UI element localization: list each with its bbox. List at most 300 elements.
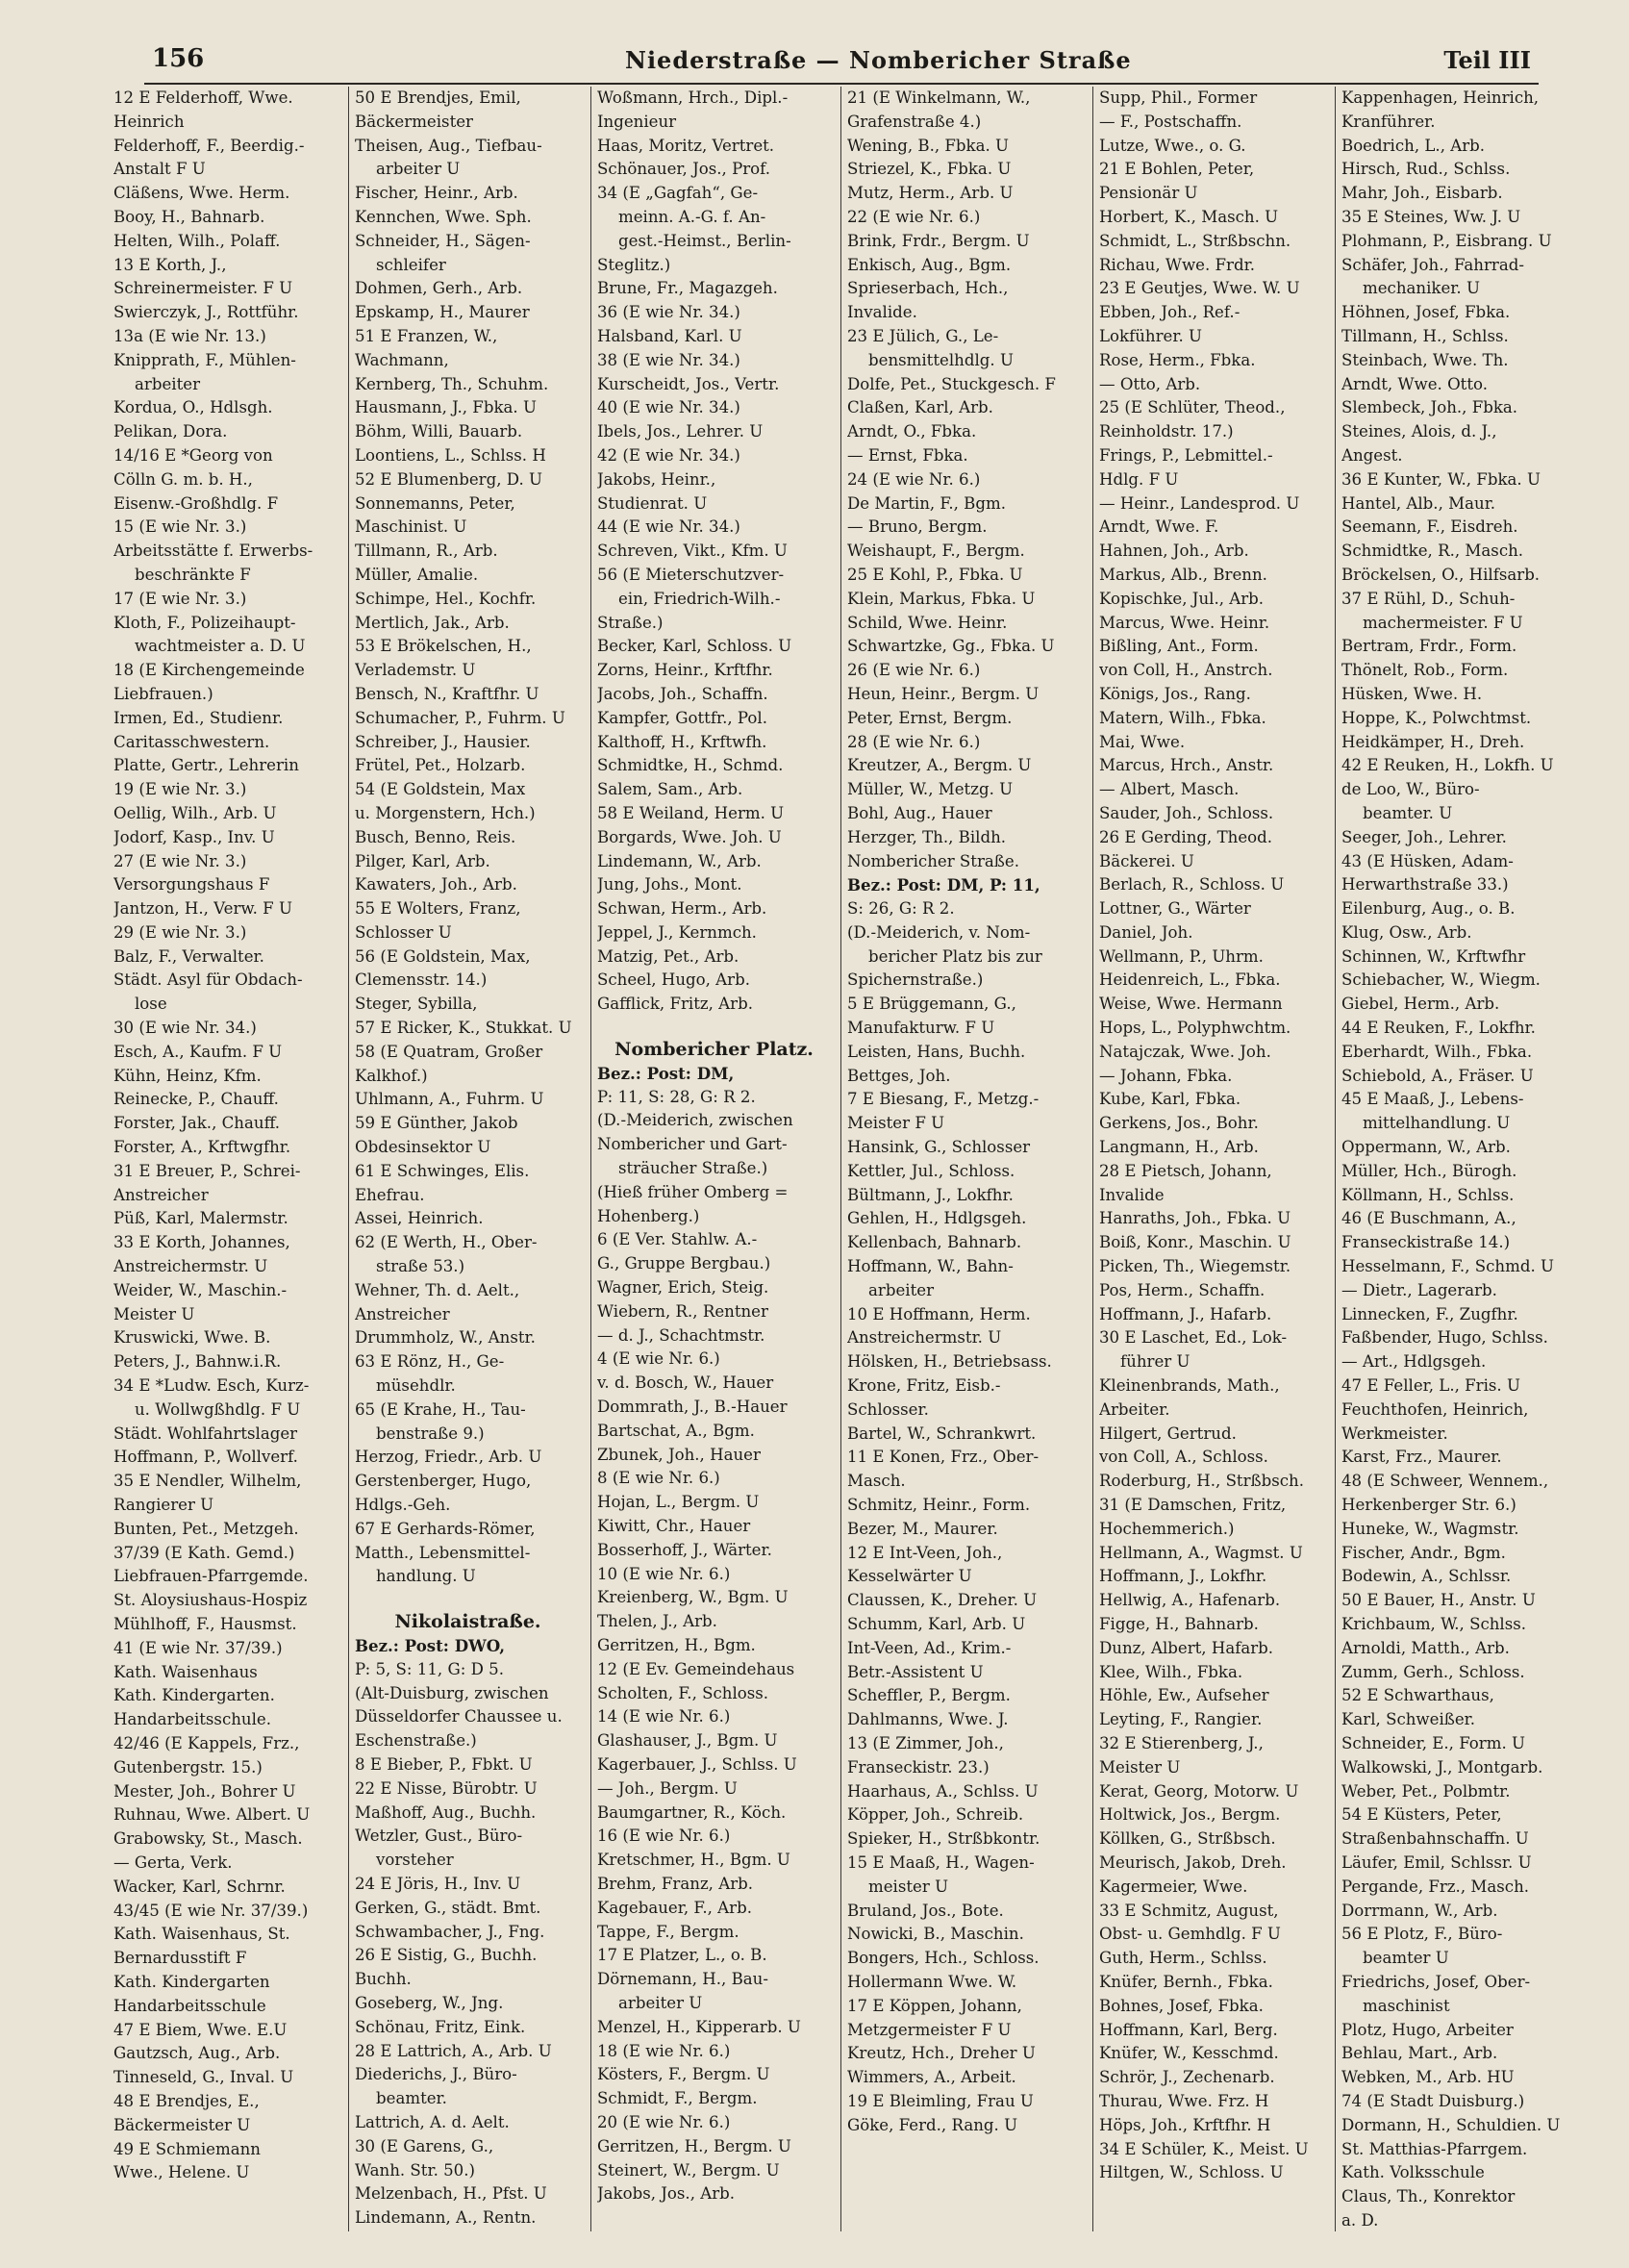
directory-line: Püß, Karl, Malermstr.	[113, 1209, 288, 1228]
directory-line: Hansink, G., Schlosser	[847, 1138, 1031, 1157]
directory-line: Anstreichermstr. U	[847, 1328, 1002, 1348]
directory-line: Leyting, F., Rangier.	[1099, 1710, 1263, 1729]
directory-line: u. Wollwgßhdlg. F U	[135, 1399, 301, 1419]
street-heading: Nikolaistraße.	[394, 1611, 541, 1633]
directory-line: Jung, Johs., Mont.	[597, 875, 742, 895]
directory-line: Bunten, Pet., Metzgeh.	[113, 1519, 299, 1538]
directory-line: Plotz, Hugo, Arbeiter	[1341, 2020, 1514, 2039]
directory-line: Läufer, Emil, Schlssr. U	[1341, 1852, 1532, 1872]
directory-line: St. Aloysiushaus-Hospiz	[113, 1591, 308, 1610]
directory-line: Angest.	[1341, 445, 1403, 465]
directory-line: Scholten, F., Schloss.	[597, 1683, 769, 1702]
directory-line: 8 (E wie Nr. 6.)	[597, 1469, 720, 1488]
directory-line: Göke, Ferd., Rang. U	[847, 2115, 1018, 2134]
directory-line: beamter. U	[1363, 803, 1453, 822]
directory-line: Kerat, Georg, Motorw. U	[1099, 1781, 1299, 1801]
directory-line: Städt. Asyl für Obdach-	[113, 970, 303, 990]
directory-line: Helten, Wilh., Polaff.	[113, 231, 281, 250]
directory-line: Gerken, G., städt. Bmt.	[355, 1898, 541, 1917]
directory-line: Knüfer, W., Kesschmd.	[1099, 2044, 1279, 2063]
directory-line: 34 (E „Gagfah“, Ge-	[597, 184, 759, 203]
directory-line: 13 E Korth, J.,	[113, 255, 227, 274]
directory-line: Dohmen, Gerh., Arb.	[355, 279, 523, 298]
directory-line: Bertram, Frdr., Form.	[1341, 637, 1517, 656]
directory-line: 26 E Sistig, G., Buchh.	[355, 1946, 538, 1965]
directory-line: Fischer, Andr., Bgm.	[1341, 1543, 1506, 1562]
directory-line: Schwan, Herm., Arb.	[597, 899, 767, 919]
directory-line: P: 11, S: 28, G: R 2.	[597, 1087, 756, 1106]
directory-line: Kruswicki, Wwe. B.	[113, 1328, 271, 1348]
directory-line: Steger, Sybilla,	[355, 995, 478, 1014]
directory-line: Herzog, Friedr., Arb. U	[355, 1448, 542, 1467]
directory-line: Bosserhoff, J., Wärter.	[597, 1540, 772, 1559]
directory-line: Bißling, Ant., Form.	[1099, 637, 1259, 656]
directory-line: Jacobs, Joh., Schaffn.	[597, 684, 768, 703]
directory-line: 5 E Brüggemann, G.,	[847, 995, 1016, 1014]
directory-line: Nombericher Straße.	[847, 851, 1019, 870]
directory-line: Handarbeitsschule	[113, 1996, 266, 2015]
directory-line: 62 (E Werth, H., Ober-	[355, 1233, 538, 1252]
running-title: Niederstraße — Nombericher Straße	[625, 46, 1132, 74]
directory-line: Schönau, Fritz, Eink.	[355, 2017, 526, 2036]
directory-line: Invalide	[1099, 1185, 1165, 1204]
directory-line: 46 (E Buschmann, A.,	[1341, 1209, 1516, 1228]
directory-line: Müller, W., Metzg. U	[847, 780, 1014, 799]
directory-line: Bez.: Post: DM, P: 11,	[847, 875, 1040, 895]
directory-line: Wening, B., Fbka. U	[847, 136, 1010, 155]
directory-line: 30 (E wie Nr. 34.)	[113, 1019, 257, 1038]
directory-line: Mahr, Joh., Eisbarb.	[1341, 184, 1503, 203]
directory-line: 19 E Bleimling, Frau U	[847, 2091, 1034, 2110]
directory-line: Kettler, Jul., Schloss.	[847, 1161, 1015, 1180]
directory-line: Schlosser.	[847, 1399, 929, 1419]
directory-line: (D.-Meiderich, v. Nom-	[847, 922, 1031, 942]
directory-line: 25 (E Schlüter, Theod.,	[1099, 398, 1286, 417]
directory-line: 56 (E Goldstein, Max,	[355, 946, 531, 966]
directory-line: Hdlg. F U	[1099, 469, 1179, 489]
directory-line: Haas, Moritz, Vertret.	[597, 136, 775, 155]
directory-line: Hops, L., Polyphwchtm.	[1099, 1019, 1291, 1038]
directory-line: 13a (E wie Nr. 13.)	[113, 326, 266, 345]
directory-line: Daniel, Joh.	[1099, 922, 1193, 942]
directory-line: vorsteher	[376, 1851, 454, 1870]
directory-line: straße 53.)	[376, 1257, 465, 1276]
directory-line: Kreutz, Hch., Dreher U	[847, 2044, 1036, 2063]
directory-line: mechaniker. U	[1363, 279, 1480, 298]
directory-line: benstraße 9.)	[376, 1424, 485, 1443]
directory-line: 65 (E Krahe, H., Tau-	[355, 1399, 526, 1419]
directory-line: Lokführer. U	[1099, 326, 1202, 345]
directory-line: Müller, Hch., Bürogh.	[1341, 1161, 1517, 1180]
directory-line: arbeiter U	[618, 1993, 703, 2012]
directory-line: Kath. Kindergarten.	[113, 1686, 275, 1705]
directory-line: 42 (E wie Nr. 34.)	[597, 445, 740, 465]
directory-line: Eberhardt, Wilh., Fbka.	[1341, 1042, 1533, 1061]
directory-line: Diederichs, J., Büro-	[355, 2065, 517, 2084]
directory-line: Bäckermeister U	[113, 2115, 251, 2134]
directory-line: 28 E Pietsch, Johann,	[1099, 1161, 1272, 1180]
directory-line: führer U	[1120, 1352, 1190, 1372]
directory-line: Weishaupt, F., Bergm.	[847, 542, 1025, 561]
directory-line: 38 (E wie Nr. 34.)	[597, 350, 740, 369]
directory-line: 34 E *Ludw. Esch, Kurz-	[113, 1376, 310, 1396]
directory-line: Hellwig, A., Hafenarb.	[1099, 1591, 1281, 1610]
directory-line: Hoffmann, W., Bahn-	[847, 1257, 1014, 1276]
directory-line: Schreven, Vikt., Kfm. U	[597, 542, 788, 561]
directory-line: Spieker, H., Strßbkontr.	[847, 1829, 1040, 1849]
directory-line: 28 E Lattrich, A., Arb. U	[355, 2041, 552, 2060]
directory-line: Bez.: Post: DM,	[597, 1063, 735, 1083]
directory-line: Grabowsky, St., Masch.	[113, 1829, 303, 1849]
directory-line: 22 (E wie Nr. 6.)	[847, 207, 981, 226]
directory-line: Mertlich, Jak., Arb.	[355, 613, 510, 632]
directory-line: Schneider, E., Form. U	[1341, 1733, 1525, 1752]
directory-line: Langmann, H., Arb.	[1099, 1138, 1259, 1157]
directory-line: ein, Friedrich-Wilh.-	[618, 589, 781, 608]
directory-line: Hilgert, Gertrud.	[1099, 1424, 1237, 1443]
directory-line: Holtwick, Jos., Bergm.	[1099, 1805, 1281, 1825]
directory-line: Schmidt, L., Strßbschn.	[1099, 231, 1291, 250]
directory-line: Brehm, Franz, Arb.	[597, 1874, 754, 1893]
directory-line: Anstreicher	[355, 1304, 450, 1323]
directory-line: Bäckermeister	[355, 112, 473, 131]
directory-line: Hantel, Alb., Maur.	[1341, 493, 1496, 513]
directory-line: Kappenhagen, Heinrich,	[1341, 88, 1540, 107]
directory-line: Steinert, W., Bergm. U	[597, 2160, 780, 2180]
directory-line: Tillmann, R., Arb.	[355, 542, 498, 561]
directory-line: 54 E Küsters, Peter,	[1341, 1805, 1502, 1825]
directory-line: Karst, Frz., Maurer.	[1341, 1448, 1502, 1467]
directory-line: 20 (E wie Nr. 6.)	[597, 2112, 731, 2131]
directory-line: 4 (E wie Nr. 6.)	[597, 1349, 720, 1369]
directory-line: — Bruno, Bergm.	[847, 517, 988, 537]
directory-line: Studienrat. U	[597, 493, 708, 513]
directory-line: 10 E Hoffmann, Herm.	[847, 1304, 1031, 1323]
directory-line: Dormann, H., Schuldien. U	[1341, 2115, 1561, 2134]
directory-line: Kühn, Heinz, Kfm.	[113, 1066, 262, 1085]
directory-line: 52 E Blumenberg, D. U	[355, 469, 543, 489]
directory-line: Köllmann, H., Schlss.	[1341, 1185, 1515, 1204]
directory-line: Böhm, Willi, Bauarb.	[355, 422, 523, 441]
directory-line: 33 E Schmitz, August,	[1099, 1901, 1279, 1920]
directory-line: meinn. A.-G. f. An-	[618, 207, 766, 226]
directory-line: Bezer, M., Maurer.	[847, 1519, 998, 1538]
directory-line: Hollermann Wwe. W.	[847, 1972, 1017, 1991]
directory-line: Schreiber, J., Hausier.	[355, 732, 531, 751]
directory-line: Hanraths, Joh., Fbka. U	[1099, 1209, 1291, 1228]
directory-line: 24 (E wie Nr. 6.)	[847, 469, 981, 489]
directory-line: Schiebold, A., Fräser. U	[1341, 1066, 1534, 1085]
directory-line: 12 (E Ev. Gemeindehaus	[597, 1659, 795, 1678]
directory-line: Glashauser, J., Bgm. U	[597, 1731, 778, 1751]
directory-line: 43 (E Hüsken, Adam-	[1341, 851, 1514, 870]
directory-line: Franseckistraße 14.)	[1341, 1233, 1511, 1252]
directory-line: Busch, Benno, Reis.	[355, 827, 516, 846]
directory-line: Clemensstr. 14.)	[355, 970, 488, 990]
directory-line: Theisen, Aug., Tiefbau-	[355, 136, 542, 155]
directory-line: Bernardusstift F	[113, 1949, 247, 1968]
directory-line: Forster, Jak., Chauff.	[113, 1114, 281, 1133]
directory-line: lose	[135, 995, 167, 1014]
directory-line: Meister F U	[847, 1114, 945, 1133]
directory-line: Schreinermeister. F U	[113, 279, 293, 298]
directory-line: 45 E Maaß, J., Lebens-	[1341, 1090, 1524, 1109]
directory-line: Franseckistr. 23.)	[847, 1757, 990, 1777]
directory-line: Müller, Amalie.	[355, 565, 479, 584]
directory-line: Gautzsch, Aug., Arb.	[113, 2044, 281, 2063]
directory-line: Nowicki, B., Maschin.	[847, 1925, 1024, 1944]
directory-line: Platte, Gertr., Lehrerin	[113, 756, 299, 775]
directory-line: (Hieß früher Omberg =	[597, 1182, 789, 1201]
directory-line: Mai, Wwe.	[1099, 732, 1186, 751]
directory-line: Kretschmer, H., Bgm. U	[597, 1851, 790, 1870]
directory-line: Ruhnau, Wwe. Albert. U	[113, 1805, 311, 1825]
directory-line: 21 (E Winkelmann, W.,	[847, 88, 1031, 107]
directory-line: Köllken, G., Strßbsch.	[1099, 1829, 1276, 1849]
directory-line: Giebel, Herm., Arb.	[1341, 995, 1500, 1014]
directory-line: Huneke, W., Wagmstr.	[1341, 1519, 1519, 1538]
directory-line: Verlademstr. U	[355, 661, 476, 680]
directory-line: Webken, M., Arb. HU	[1341, 2068, 1515, 2087]
directory-line: Pensionär U	[1099, 184, 1198, 203]
page-number: 156	[152, 44, 205, 73]
directory-line: 59 E Günther, Jakob	[355, 1114, 518, 1133]
directory-line: 36 (E wie Nr. 34.)	[597, 303, 740, 322]
directory-line: Gerritzen, H., Bergm. U	[597, 2136, 791, 2155]
directory-line: Rangierer U	[113, 1496, 214, 1515]
directory-line: Schimpe, Hel., Kochfr.	[355, 589, 537, 608]
directory-line: 31 E Breuer, P., Schrei-	[113, 1161, 301, 1180]
directory-line: Mühlhoff, F., Hausmst.	[113, 1615, 297, 1633]
directory-line: Bohl, Aug., Hauer	[847, 803, 992, 822]
directory-line: Cläßens, Wwe. Herm.	[113, 184, 290, 203]
directory-line: Düsseldorfer Chaussee u.	[355, 1707, 563, 1726]
directory-line: Schlosser U	[355, 922, 452, 942]
directory-line: Lottner, G., Wärter	[1099, 899, 1251, 919]
directory-line: Dommrath, J., B.-Hauer	[597, 1398, 788, 1417]
directory-line: 21 E Bohlen, Peter,	[1099, 160, 1255, 179]
directory-line: Meurisch, Jakob, Dreh.	[1099, 1852, 1287, 1872]
directory-line: Buchh.	[355, 1970, 412, 1989]
directory-line: De Martin, F., Bgm.	[847, 493, 1007, 513]
directory-line: Knüfer, Bernh., Fbka.	[1099, 1972, 1273, 1991]
directory-line: Ingenieur	[597, 112, 677, 131]
directory-line: Liebfrauen-Pfarrgemde.	[113, 1567, 309, 1586]
directory-line: maschinist	[1363, 1996, 1450, 2015]
directory-line: 74 (E Stadt Duisburg.)	[1341, 2091, 1525, 2110]
directory-line: Höhle, Ew., Aufseher	[1099, 1686, 1269, 1705]
directory-line: 32 E Stierenberg, J.,	[1099, 1733, 1264, 1752]
directory-line: Bongers, Hch., Schloss.	[847, 1949, 1040, 1968]
directory-line: Loontiens, L., Schlss. H	[355, 445, 546, 465]
directory-line: Jeppel, J., Kernmch.	[597, 922, 757, 942]
directory-line: Mutz, Herm., Arb. U	[847, 184, 1014, 203]
directory-line: schleifer	[376, 255, 446, 274]
directory-line: 33 E Korth, Johannes,	[113, 1233, 290, 1252]
directory-line: 27 (E wie Nr. 3.)	[113, 851, 247, 870]
directory-line: Krichbaum, W., Schlss.	[1341, 1615, 1527, 1633]
directory-line: Picken, Th., Wiegemstr.	[1099, 1257, 1291, 1276]
directory-line: 26 (E wie Nr. 6.)	[847, 661, 981, 680]
directory-line: de Loo, W., Büro-	[1341, 780, 1480, 799]
directory-line: Bodewin, A., Schlssr.	[1341, 1567, 1512, 1586]
directory-line: Kath. Kindergarten	[113, 1972, 270, 1991]
directory-line: Bohnes, Josef, Fbka.	[1099, 1996, 1264, 2015]
directory-line: Plohmann, P., Eisbrang. U	[1341, 231, 1552, 250]
directory-line: 29 (E wie Nr. 3.)	[113, 922, 247, 942]
directory-line: 37 E Rühl, D., Schuh-	[1341, 589, 1516, 608]
directory-line: Wagner, Erich, Steig.	[597, 1278, 769, 1298]
directory-line: Gafflick, Fritz, Arb.	[597, 995, 753, 1014]
directory-line: Schwambacher, J., Fng.	[355, 1922, 545, 1941]
directory-line: Hahnen, Joh., Arb.	[1099, 542, 1249, 561]
column-6	[1335, 87, 1581, 2231]
directory-line: Nombericher und Gart-	[597, 1135, 788, 1154]
directory-line: Halsband, Karl. U	[597, 326, 742, 345]
directory-line: Kath. Waisenhaus, St.	[113, 1925, 290, 1944]
directory-line: Becker, Karl, Schloss. U	[597, 637, 792, 656]
directory-line: Assei, Heinrich.	[355, 1209, 484, 1228]
directory-line: Berlach, R., Schloss. U	[1099, 875, 1285, 895]
directory-line: Feuchthofen, Heinrich,	[1341, 1399, 1529, 1419]
directory-line: Kube, Karl, Fbka.	[1099, 1090, 1241, 1109]
directory-line: Schild, Wwe. Heinr.	[847, 613, 1008, 632]
directory-line: Obst- u. Gemhdlg. F U	[1099, 1925, 1281, 1944]
directory-line: Kernberg, Th., Schuhm.	[355, 374, 549, 393]
directory-line: Maßhoff, Aug., Buchh.	[355, 1802, 537, 1822]
directory-line: Scheel, Hugo, Arb.	[597, 970, 750, 990]
directory-line: sträucher Straße.)	[618, 1159, 768, 1178]
directory-line: Kath. Volksschule	[1341, 2163, 1485, 2182]
directory-line: Wetzler, Gust., Büro-	[355, 1827, 523, 1846]
directory-line: Höps, Joh., Krftfhr. H	[1099, 2115, 1271, 2134]
directory-line: arbeiter	[868, 1280, 934, 1299]
directory-line: 11 E Konen, Frz., Ober-	[847, 1448, 1040, 1467]
directory-line: Natajczak, Wwe. Joh.	[1099, 1042, 1271, 1061]
directory-line: Heidenreich, L., Fbka.	[1099, 970, 1281, 990]
directory-line: meister U	[868, 1877, 949, 1896]
directory-line: Jodorf, Kasp., Inv. U	[113, 827, 275, 846]
directory-line: bericher Platz bis zur	[868, 946, 1042, 966]
page-header	[144, 40, 1539, 85]
directory-line: Brink, Frdr., Bergm. U	[847, 231, 1030, 250]
directory-line: Meister U	[113, 1304, 195, 1323]
directory-line: Kranführer.	[1341, 112, 1436, 131]
directory-line: Werkmeister.	[1341, 1424, 1448, 1443]
directory-line: Sonnemanns, Peter,	[355, 493, 515, 513]
directory-line: Heidkämper, H., Dreh.	[1341, 732, 1525, 751]
directory-line: Lindemann, W., Arb.	[597, 851, 762, 870]
directory-line: 54 (E Goldstein, Max	[355, 780, 526, 799]
directory-line: Hüsken, Wwe. H.	[1341, 684, 1483, 703]
directory-line: 22 E Nisse, Bürobtr. U	[355, 1778, 538, 1798]
directory-line: 7 E Biesang, F., Metzg.-	[847, 1090, 1040, 1109]
directory-line: Boiß, Konr., Maschin. U	[1099, 1233, 1291, 1252]
directory-line: Gerkens, Jos., Bohr.	[1099, 1114, 1259, 1133]
directory-line: 15 (E wie Nr. 3.)	[113, 517, 247, 537]
directory-line: Mester, Joh., Bohrer U	[113, 1781, 296, 1801]
directory-line: Krone, Fritz, Eisb.-	[847, 1376, 1001, 1396]
directory-line: Schrör, J., Zechenarb.	[1099, 2068, 1275, 2087]
directory-line: Kiwitt, Chr., Hauer	[597, 1517, 751, 1536]
directory-line: Kawaters, Joh., Arb.	[355, 875, 517, 895]
directory-line: von Coll, A., Schloss.	[1099, 1448, 1268, 1467]
directory-line: Arbeiter.	[1099, 1399, 1170, 1419]
directory-line: 48 (E Schweer, Wennem.,	[1341, 1472, 1549, 1491]
directory-line: Rose, Herm., Fbka.	[1099, 350, 1256, 369]
directory-line: Schinnen, W., Krftwfhr	[1341, 946, 1526, 966]
directory-line: Wacker, Karl, Schrnr.	[113, 1877, 286, 1896]
directory-line: Schiebacher, W., Wiegm.	[1341, 970, 1541, 990]
directory-line: Thelen, J., Arb.	[597, 1612, 717, 1631]
directory-line: Schumacher, P., Fuhrm. U	[355, 708, 565, 727]
directory-line: 26 E Gerding, Theod.	[1099, 827, 1273, 846]
directory-line: Metzgermeister F U	[847, 2020, 1012, 2039]
directory-line: Weider, W., Maschin.-	[113, 1280, 288, 1299]
directory-line: Anstalt F U	[113, 160, 206, 179]
directory-line: Haarhaus, A., Schlss. U	[847, 1781, 1039, 1801]
directory-line: Knipprath, F., Mühlen-	[113, 350, 296, 369]
directory-line: Figge, H., Bahnarb.	[1099, 1615, 1259, 1633]
directory-line: Liebfrauen.)	[113, 684, 213, 703]
directory-line: 34 E Schüler, K., Meist. U	[1099, 2139, 1309, 2158]
directory-line: Wanh. Str. 50.)	[355, 2160, 475, 2180]
directory-line: Ibels, Jos., Lehrer. U	[597, 422, 764, 441]
directory-line: Guth, Herm., Schlss.	[1099, 1949, 1267, 1968]
directory-line: von Coll, H., Anstrch.	[1099, 661, 1273, 680]
directory-line: 6 (E Ver. Stahlw. A.-	[597, 1230, 758, 1249]
directory-line: Heun, Heinr., Bergm. U	[847, 684, 1040, 703]
directory-line: 56 (E Mieterschutzver-	[597, 565, 785, 584]
directory-line: Slembeck, Joh., Fbka.	[1341, 398, 1518, 417]
directory-line: Marcus, Hrch., Anstr.	[1099, 756, 1274, 775]
directory-line: 18 (E Kirchengemeinde	[113, 661, 305, 680]
directory-line: Hiltgen, W., Schloss. U	[1099, 2163, 1284, 2182]
street-heading: Nombericher Platz.	[614, 1039, 814, 1061]
directory-line: Kagebauer, F., Arb.	[597, 1898, 752, 1917]
directory-line: Eisenw.-Großhdlg. F	[113, 493, 279, 513]
directory-line: 67 E Gerhards-Römer,	[355, 1519, 536, 1538]
directory-line: Anstreicher	[113, 1185, 209, 1204]
directory-line: 41 (E wie Nr. 37/39.)	[113, 1638, 283, 1657]
directory-line: Fischer, Heinr., Arb.	[355, 184, 518, 203]
directory-line: 14 (E wie Nr. 6.)	[597, 1707, 731, 1726]
directory-line: Gerstenberger, Hugo,	[355, 1472, 532, 1491]
directory-line: Lindemann, A., Rentn.	[355, 2208, 537, 2228]
directory-line: Scheffler, P., Bergm.	[847, 1686, 1011, 1705]
directory-line: (Alt-Duisburg, zwischen	[355, 1683, 549, 1702]
directory-line: Dorrmann, W., Arb.	[1341, 1901, 1498, 1920]
directory-line: Eilenburg, Aug., o. B.	[1341, 899, 1516, 919]
directory-line: Kreienberg, W., Bgm. U	[597, 1588, 789, 1607]
directory-line: 31 (E Damschen, Fritz,	[1099, 1496, 1287, 1515]
directory-line: P: 5, S: 11, G: D 5.	[355, 1659, 504, 1678]
directory-line: 42/46 (E Kappels, Frz.,	[113, 1733, 300, 1752]
directory-line: Woßmann, Hrch., Dipl.-	[597, 88, 789, 107]
directory-line: Spichernstraße.)	[847, 970, 984, 990]
directory-line: Betr.-Assistent U	[847, 1662, 984, 1681]
directory-line: — Joh., Bergm. U	[597, 1778, 738, 1798]
directory-line: 23 E Jülich, G., Le-	[847, 326, 999, 345]
directory-line: Städt. Wohlfahrtslager	[113, 1424, 298, 1443]
directory-line: Kordua, O., Hdlsgh.	[113, 398, 273, 417]
directory-line: Richau, Wwe. Frdr.	[1099, 255, 1255, 274]
directory-line: Int-Veen, Ad., Krim.-	[847, 1638, 1012, 1657]
directory-line: Jantzon, H., Verw. F U	[113, 899, 292, 919]
directory-line: Schmidt, F., Bergm.	[597, 2089, 758, 2108]
directory-line: Markus, Alb., Brenn.	[1099, 565, 1267, 584]
directory-line: Versorgungshaus F	[113, 875, 270, 895]
